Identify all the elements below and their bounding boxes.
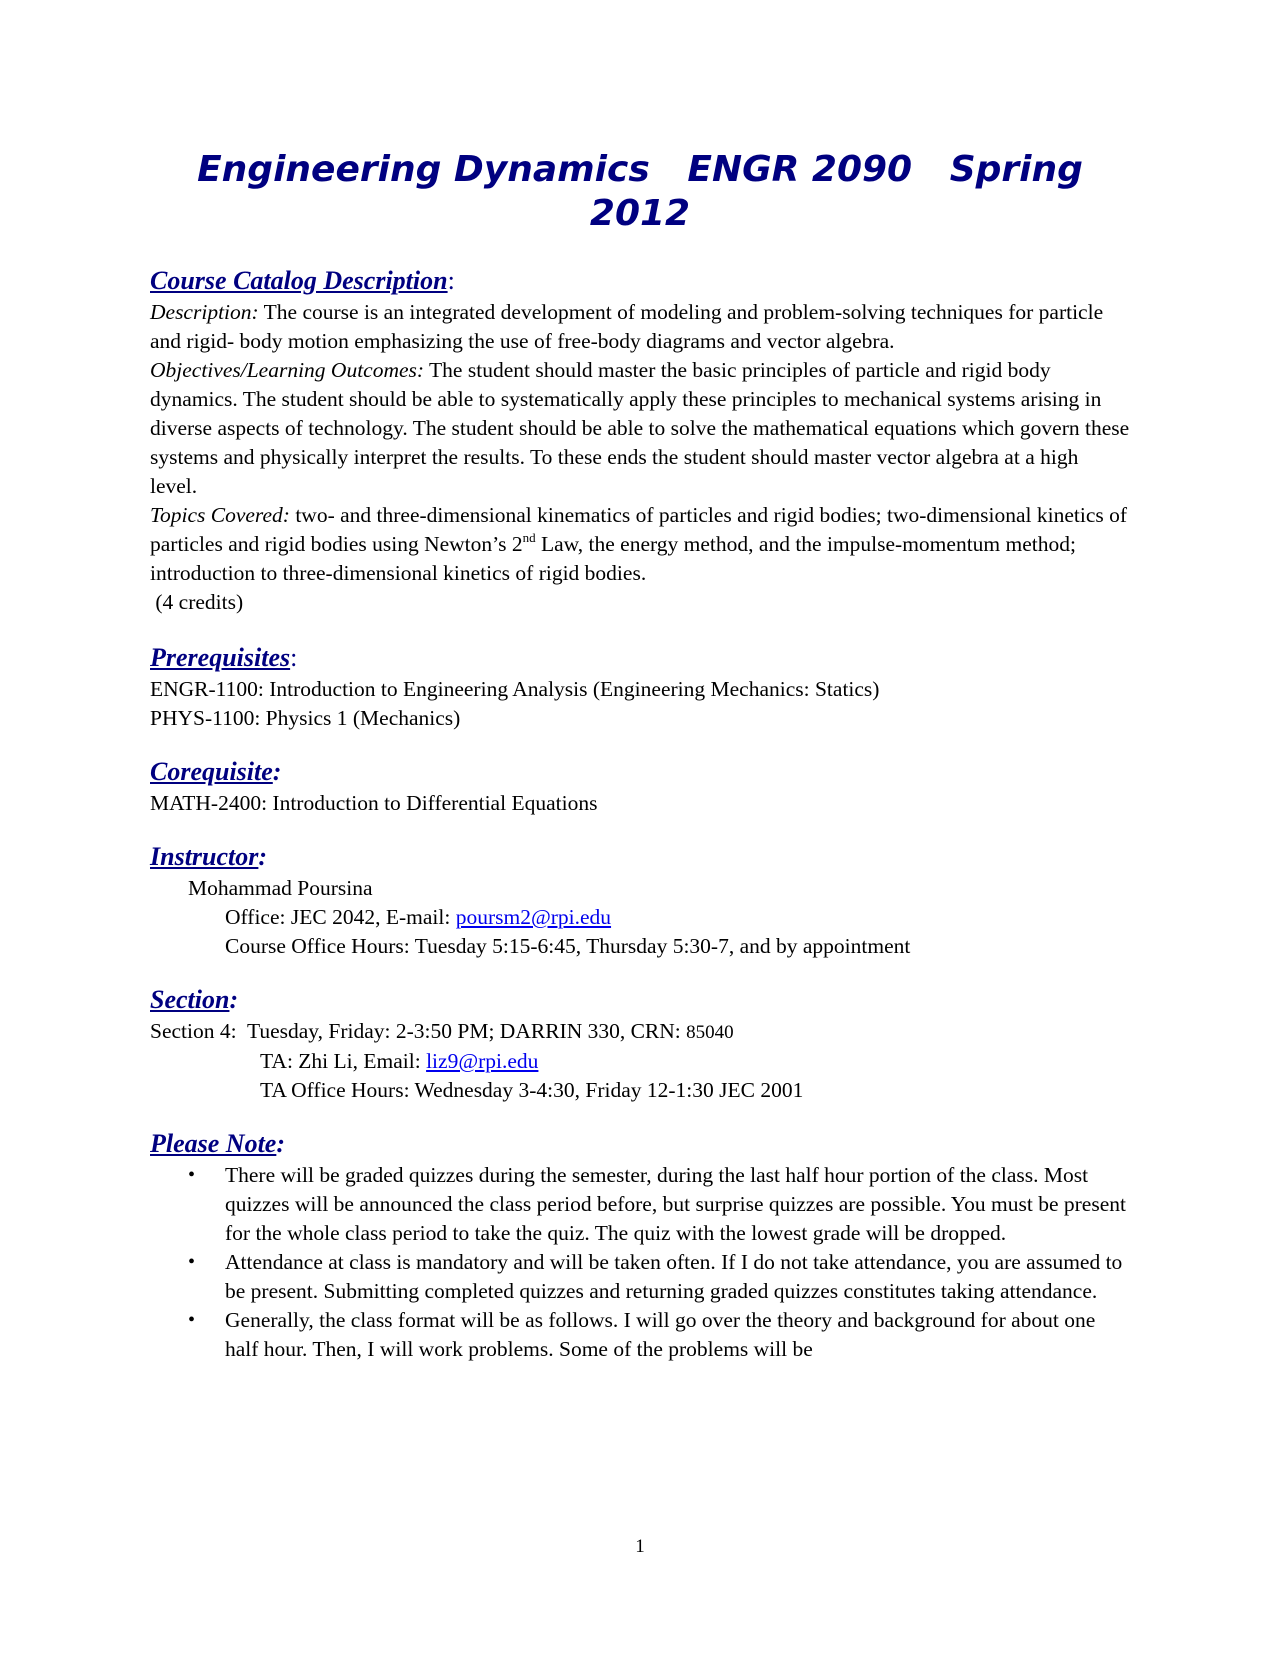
list-item — [150, 1248, 1130, 1306]
catalog-heading — [150, 264, 1130, 298]
description-text: The course is an integrated development of modeling and problem-solving techniques for particle and rigid- body motion emphasizing the use of free-body diagrams and vector algebra. — [150, 300, 1104, 353]
corequisite-heading-text: Corequisite — [150, 757, 273, 786]
catalog-section — [150, 264, 1130, 617]
prerequisites-heading-colon: : — [290, 643, 298, 672]
objectives-paragraph — [150, 356, 1130, 501]
topics-paragraph — [150, 501, 1130, 588]
ta-email-link[interactable]: liz9@rpi.edu — [426, 1049, 539, 1073]
ta-contact — [150, 1047, 1130, 1076]
ta-office-hours: TA Office Hours: Wednesday 3-4:30, Friday 12-1:30 JEC 2001 — [260, 1078, 804, 1102]
ta-contact-prefix: TA: Zhi Li, Email: — [260, 1049, 427, 1073]
instructor-heading-colon: : — [258, 842, 268, 871]
notes-heading — [150, 1127, 1130, 1161]
instructor-section — [150, 840, 1130, 961]
instructor-heading-text: Instructor — [150, 842, 259, 871]
note-text: Attendance at class is mandatory and will be taken often. If I do not take attendance, you are assumed to be present. Submitting completed quizzes and returning graded quizzes constitutes taking attendance. — [225, 1250, 1123, 1303]
section-schedule-text: Section 4: Tuesday, Friday: 2-3:50 PM; DARRIN 330, CRN: — [150, 1019, 687, 1043]
topics-text-2: Law, the energy method, and the impulse-momentum method; introduction to three-dimensional kinetics of rigid bodies. — [150, 532, 1076, 585]
bullet-icon: • — [188, 1164, 196, 1186]
prerequisites-heading — [150, 641, 1130, 675]
corequisite-heading — [150, 755, 1130, 789]
corequisite-heading-colon: : — [272, 757, 282, 786]
prerequisite-item: ENGR-1100: Introduction to Engineering Analysis (Engineering Mechanics: Statics) — [150, 677, 880, 701]
instructor-office — [150, 903, 1130, 932]
bullet-icon: • — [188, 1309, 196, 1331]
note-text: Generally, the class format will be as follows. I will go over the theory and background for about one half hour. Then, I will work problems. Some of the problems will be — [225, 1308, 1096, 1361]
topics-superscript: nd — [522, 530, 536, 545]
notes-heading-colon: : — [276, 1129, 286, 1158]
credits-text: (4 credits) — [150, 590, 244, 614]
catalog-heading-text: Course Catalog Description — [150, 266, 448, 295]
section-crn: 85040 — [686, 1022, 734, 1043]
catalog-heading-colon: : — [447, 266, 455, 295]
topics-label: Topics Covered: — [150, 503, 290, 527]
bullet-icon: • — [188, 1251, 196, 1273]
objectives-text: The student should master the basic principles of particle and rigid body dynamics. The student should be able to systematically apply these principles to mechanical systems arising in diverse aspects of technology. The student should be able to solve the mathematical equations which govern these systems and physically interpret the results. To these ends the student should master vector algebra at a high level. — [150, 358, 1130, 498]
topics-text-1: two- and three-dimensional kinematics of particles and rigid bodies; two-dimensional kinetics of particles and rigid bodies using Newton’s 2 — [150, 503, 1128, 556]
section-heading-colon: : — [229, 985, 239, 1014]
corequisite-text: MATH-2400: Introduction to Differential Equations — [150, 791, 598, 815]
section-heading-text: Section — [150, 985, 230, 1014]
section-heading — [150, 983, 1130, 1017]
instructor-name: Mohammad Poursina — [188, 876, 373, 900]
instructor-email-link[interactable]: poursm2@rpi.edu — [455, 905, 612, 929]
prerequisites-heading-text: Prerequisites — [150, 643, 291, 672]
corequisite-section — [150, 755, 1130, 818]
instructor-office-hours: Course Office Hours: Tuesday 5:15-6:45, Thursday 5:30-7, and by appointment — [225, 934, 911, 958]
list-item — [150, 1161, 1130, 1248]
document-body — [150, 264, 1130, 1364]
description-paragraph — [150, 298, 1130, 356]
note-text: There will be graded quizzes during the semester, during the last half hour portion of the class. Most quizzes will be announced the class period before, but surprise quizzes are possible. You must be present for the whole class period to take the quiz. The quiz with the lowest grade will be dropped. — [225, 1163, 1126, 1245]
list-item — [150, 1306, 1130, 1364]
objectives-label: Objectives/Learning Outcomes: — [150, 358, 425, 382]
section-schedule — [150, 1017, 1130, 1047]
notes-heading-text: Please Note — [150, 1129, 277, 1158]
prerequisites-section — [150, 641, 1130, 733]
notes-list — [150, 1161, 1130, 1364]
prerequisite-item: PHYS-1100: Physics 1 (Mechanics) — [150, 706, 461, 730]
description-label: Description: — [150, 300, 259, 324]
instructor-heading — [150, 840, 1130, 874]
page-title: Engineering Dynamics ENGR 2090 Spring 2012 — [197, 149, 1096, 234]
instructor-office-prefix: Office: JEC 2042, E-mail: — [225, 905, 456, 929]
page-number: 1 — [635, 1536, 645, 1557]
notes-section — [150, 1127, 1130, 1364]
class-section — [150, 983, 1130, 1105]
